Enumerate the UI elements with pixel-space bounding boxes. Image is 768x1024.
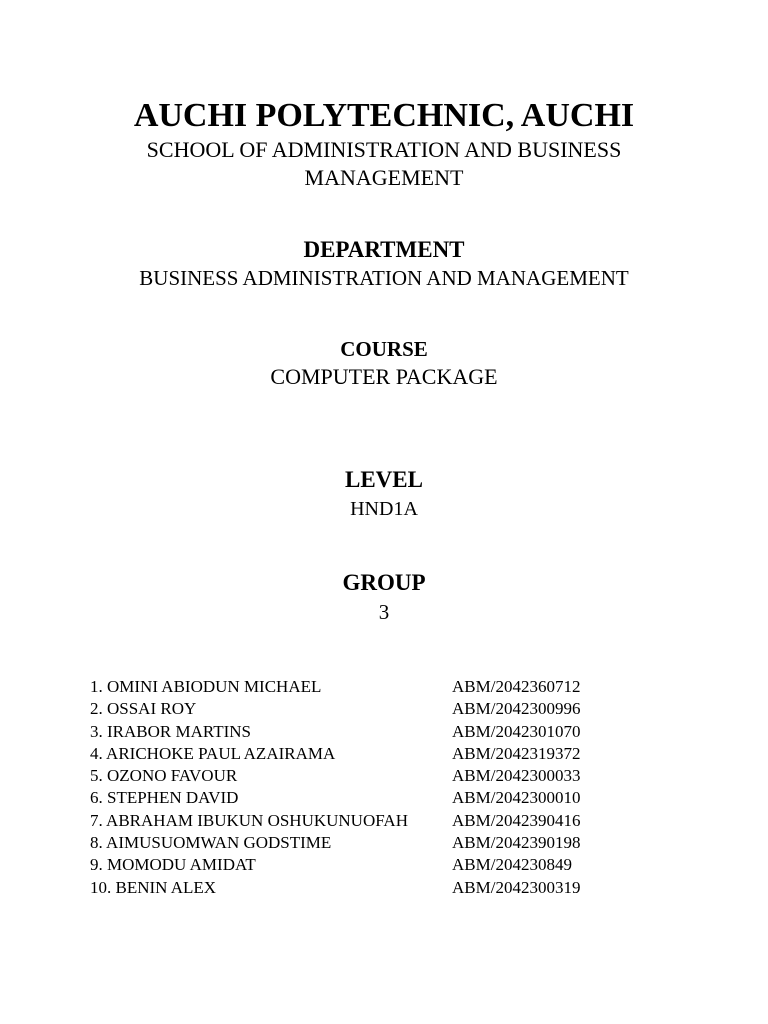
member-name: 7. ABRAHAM IBUKUN OSHUKUNUOFAH xyxy=(90,810,408,830)
member-name: 1. OMINI ABIODUN MICHAEL xyxy=(90,677,322,696)
school-name-line-1: SCHOOL OF ADMINISTRATION AND BUSINESS xyxy=(146,137,622,162)
member-id: ABM/2042390198 xyxy=(452,833,581,853)
school-name-line-2: MANAGEMENT xyxy=(304,165,464,190)
list-item xyxy=(90,810,650,832)
department-heading: DEPARTMENT xyxy=(303,237,465,262)
level-heading: LEVEL xyxy=(345,467,423,492)
member-name: 2. OSSAI ROY xyxy=(90,699,197,719)
group-heading: GROUP xyxy=(342,570,426,595)
list-item xyxy=(90,854,650,876)
member-id: ABM/2042300319 xyxy=(452,877,581,897)
member-id: ABM/2042301070 xyxy=(452,721,581,741)
member-id: ABM/2042300033 xyxy=(452,766,581,786)
member-id: ABM/204230849 xyxy=(452,855,572,875)
group-value: 3 xyxy=(378,600,390,624)
department-value: BUSINESS ADMINISTRATION AND MANAGEMENT xyxy=(139,266,629,290)
member-id: ABM/2042319372 xyxy=(452,743,581,763)
level-value: HND1A xyxy=(350,498,418,520)
member-id: ABM/2042390416 xyxy=(452,810,581,830)
member-id: ABM/2042360712 xyxy=(452,677,581,696)
member-name: 4. ARICHOKE PAUL AZAIRAMA xyxy=(90,743,336,763)
list-item xyxy=(90,721,650,743)
member-id: ABM/2042300010 xyxy=(452,788,581,808)
member-name: 6. STEPHEN DAVID xyxy=(90,788,239,808)
list-item xyxy=(90,698,650,720)
list-item xyxy=(90,832,650,854)
course-value: COMPUTER PACKAGE xyxy=(270,364,498,389)
list-item xyxy=(90,765,650,787)
member-name: 10. BENIN ALEX xyxy=(90,877,217,897)
list-item xyxy=(90,676,650,698)
member-id: ABM/2042300996 xyxy=(452,699,581,719)
course-heading: COURSE xyxy=(340,337,428,361)
member-name: 3. IRABOR MARTINS xyxy=(90,721,251,741)
list-item xyxy=(90,877,650,899)
member-name: 8. AIMUSUOMWAN GODSTIME xyxy=(90,833,332,853)
member-list xyxy=(90,676,650,899)
member-name: 9. MOMODU AMIDAT xyxy=(90,855,256,875)
school-name xyxy=(0,136,768,192)
member-name: 5. OZONO FAVOUR xyxy=(90,766,238,786)
list-item xyxy=(90,743,650,765)
institution-title: AUCHI POLYTECHNIC, AUCHI xyxy=(133,97,635,134)
list-item xyxy=(90,787,650,809)
